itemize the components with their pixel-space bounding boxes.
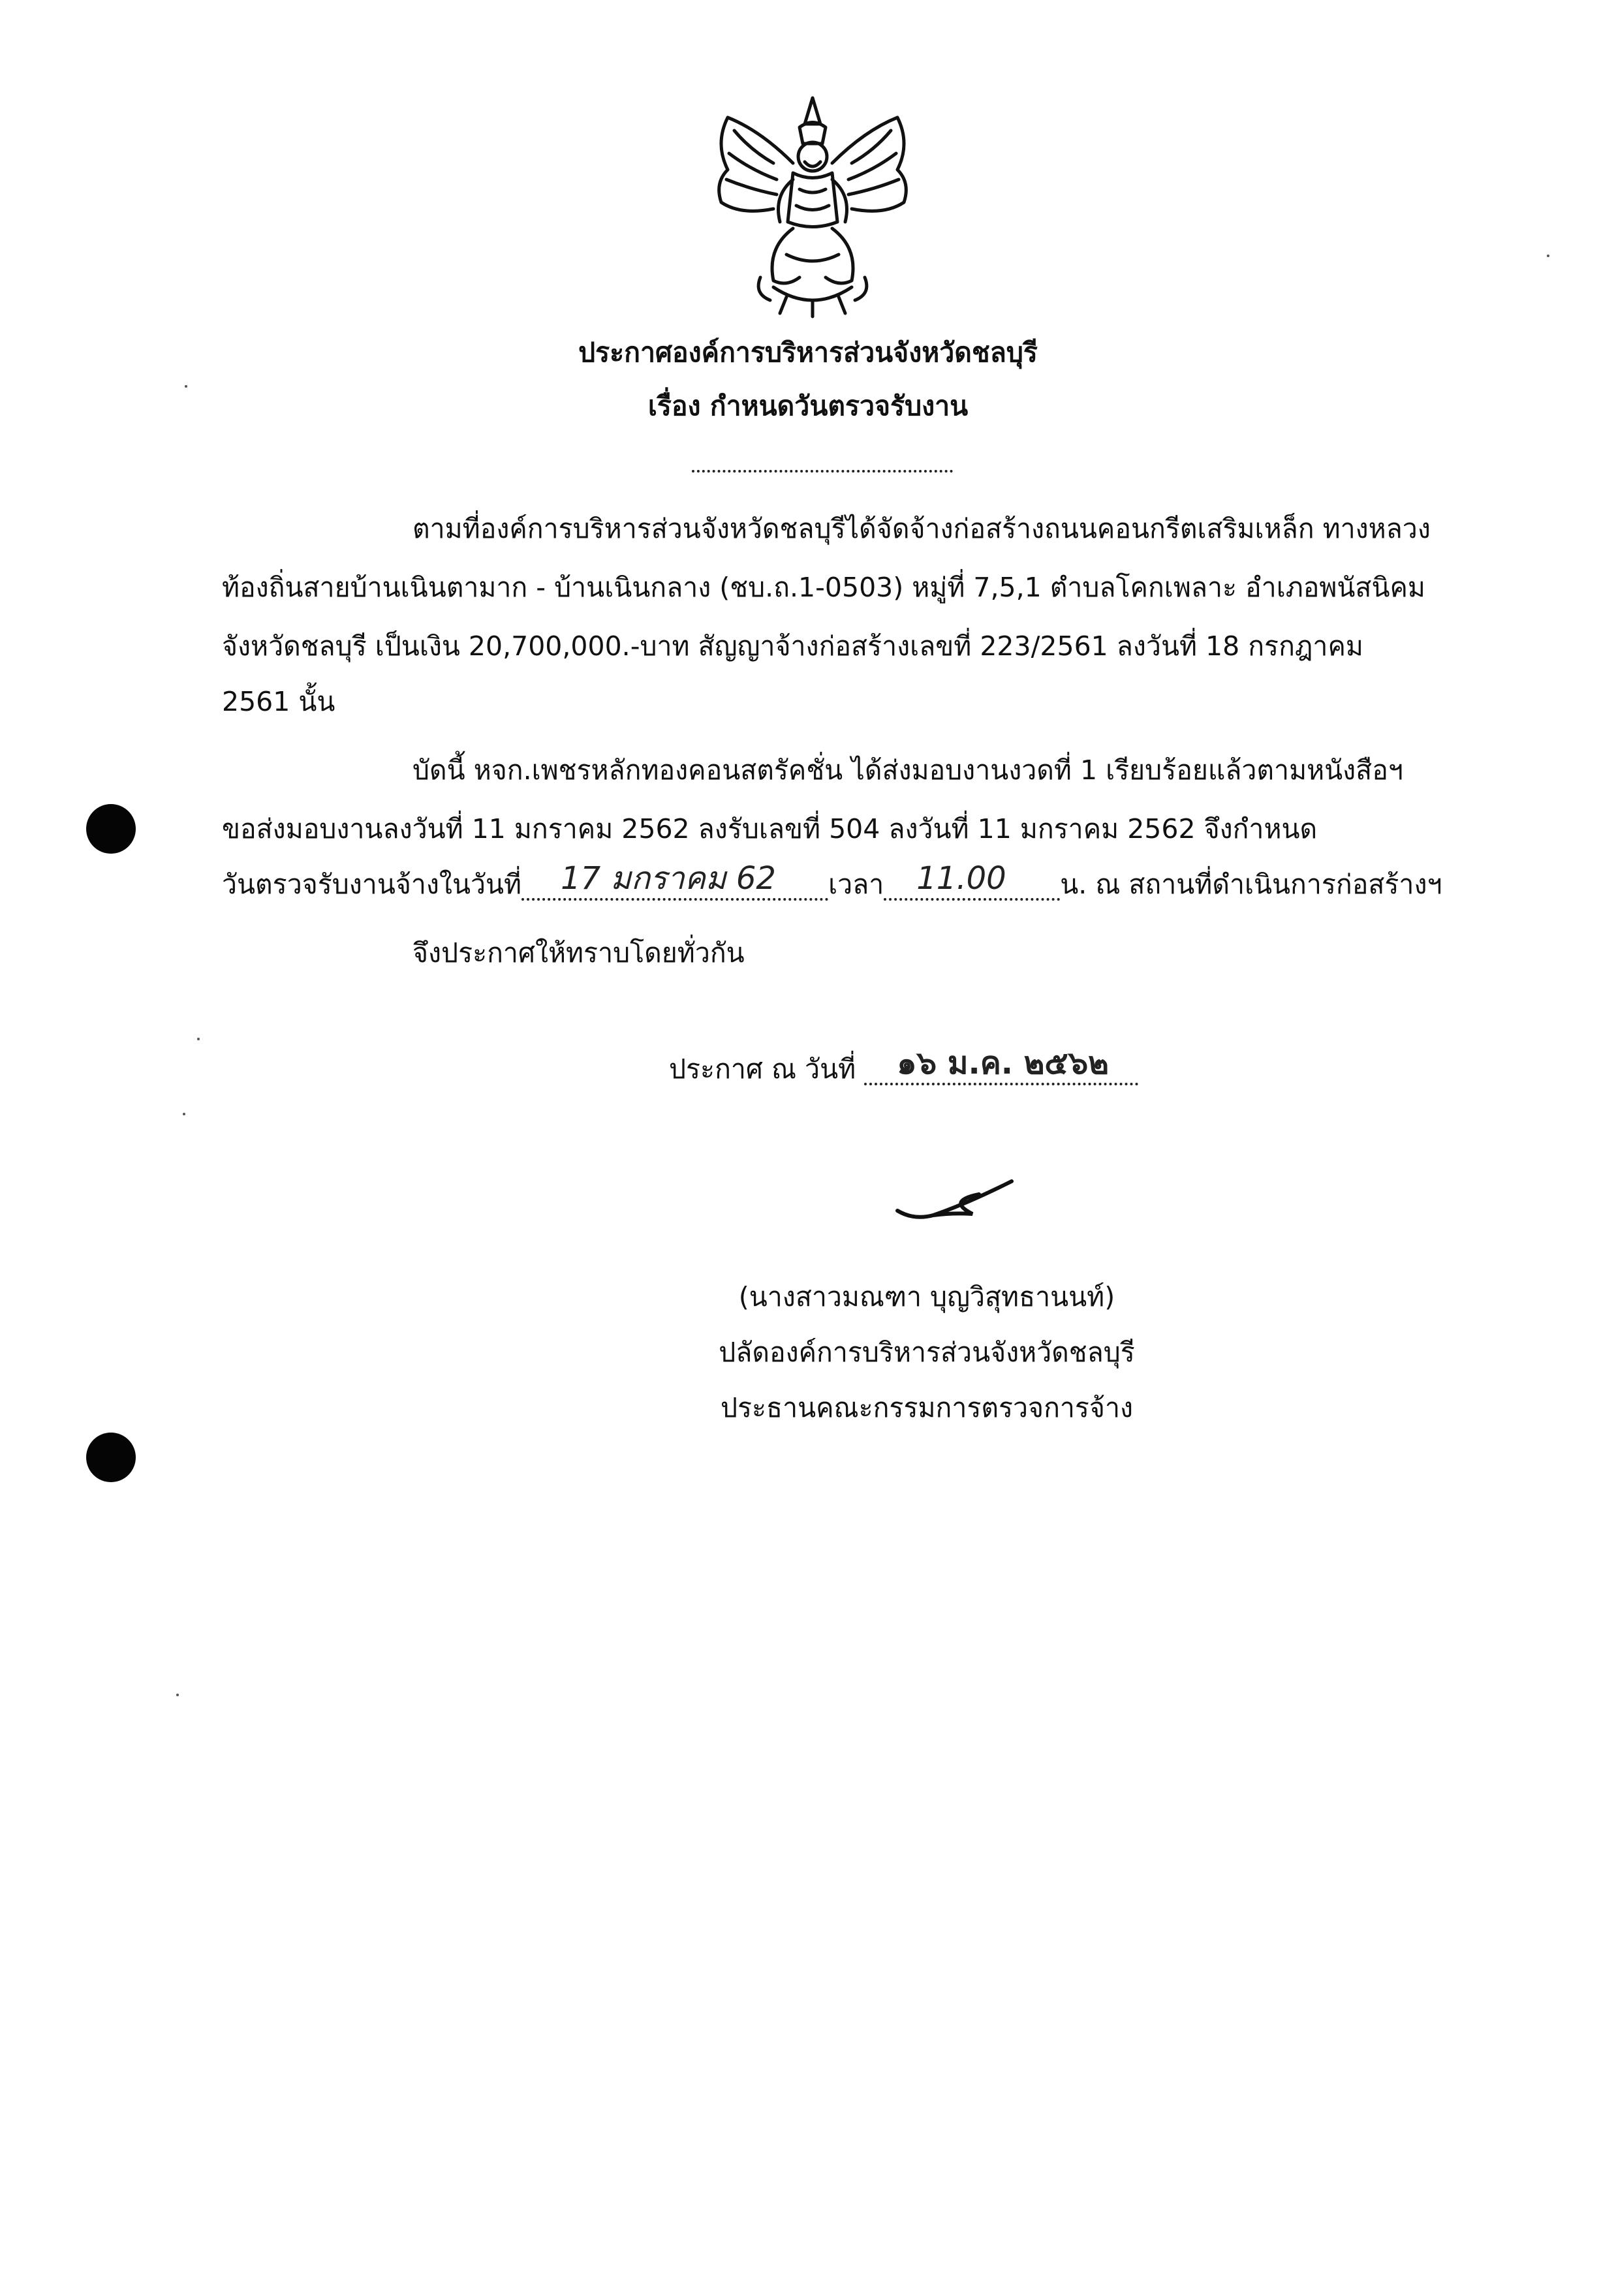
- paragraph2-line3: [222, 860, 1442, 901]
- paragraph1-line1: ตามที่องค์การบริหารส่วนจังหวัดชลบุรีได้จัดจ้างก่อสร้างถนนคอนกรีตเสริมเหล็ก ทางหลวง: [412, 513, 1431, 544]
- inspection-time-label: เวลา: [828, 869, 884, 900]
- inspection-location-text: น. ณ สถานที่ดำเนินการก่อสร้างฯ: [1060, 869, 1442, 900]
- paragraph3: จึงประกาศให้ทราบโดยทั่วกัน: [412, 937, 745, 969]
- announce-date-label: ประกาศ ณ วันที่: [669, 1053, 856, 1085]
- announcement-title: ประกาศองค์การบริหารส่วนจังหวัดชลบุรี: [578, 337, 1038, 368]
- paragraph2-line2: ขอส่งมอบงานลงวันที่ 11 มกราคม 2562 ลงรับเลขที่ 504 ลงวันที่ 11 มกราคม 2562 จึงกำหนด: [222, 813, 1318, 845]
- inspection-date-label: วันตรวจรับงานจ้างในวันที่: [222, 869, 522, 900]
- inspection-date-field: [521, 860, 828, 901]
- inspection-time-handwritten: 11.00: [916, 860, 1006, 897]
- scan-speck: [185, 385, 187, 388]
- committee-position: ประธานคณะกรรมการตรวจการจ้าง: [720, 1392, 1134, 1423]
- scan-speck: [183, 1113, 185, 1115]
- inspection-time-field: [884, 860, 1060, 901]
- scan-speck: [197, 1038, 200, 1040]
- scan-speck: [1547, 255, 1549, 257]
- signatory-name: (นางสาวมณฑา บุญวิสุทธานนท์): [738, 1281, 1115, 1312]
- paragraph1-line4: 2561 นั้น: [222, 686, 335, 717]
- announce-date-line: [669, 1045, 1138, 1085]
- scan-speck: [176, 1694, 179, 1696]
- punch-hole-top: [86, 804, 136, 854]
- punch-hole-bottom: [86, 1433, 136, 1482]
- dotted-separator: [692, 470, 953, 473]
- announcement-subject: เรื่อง กำหนดวันตรวจรับงาน: [647, 390, 969, 422]
- signature: [894, 1175, 1025, 1233]
- signatory-position: ปลัดองค์การบริหารส่วนจังหวัดชลบุรี: [719, 1337, 1135, 1368]
- announce-date-field: [864, 1045, 1138, 1085]
- announce-date-stamp: ๑๖ ม.ค. ๒๕๖๒: [897, 1045, 1109, 1081]
- paragraph1-line3: จังหวัดชลบุรี เป็นเงิน 20,700,000.-บาท สัญญาจ้างก่อสร้างเลขที่ 223/2561 ลงวันที่ 18 กรกฎาคม: [222, 630, 1363, 662]
- paragraph1-line2: ท้องถิ่นสายบ้านเนินตามาก - บ้านเนินกลาง (ชบ.ถ.1-0503) หมู่ที่ 7,5,1 ตำบลโคกเพลาะ อำเภอพนัสนิคม: [222, 572, 1425, 603]
- inspection-date-handwritten: 17 มกราคม 62: [561, 860, 776, 897]
- garuda-emblem: [689, 91, 937, 320]
- paragraph2-line1: บัดนี้ หจก.เพชรหลักทองคอนสตรัคชั่น ได้ส่งมอบงานงวดที่ 1 เรียบร้อยแล้วตามหนังสือฯ: [412, 754, 1403, 786]
